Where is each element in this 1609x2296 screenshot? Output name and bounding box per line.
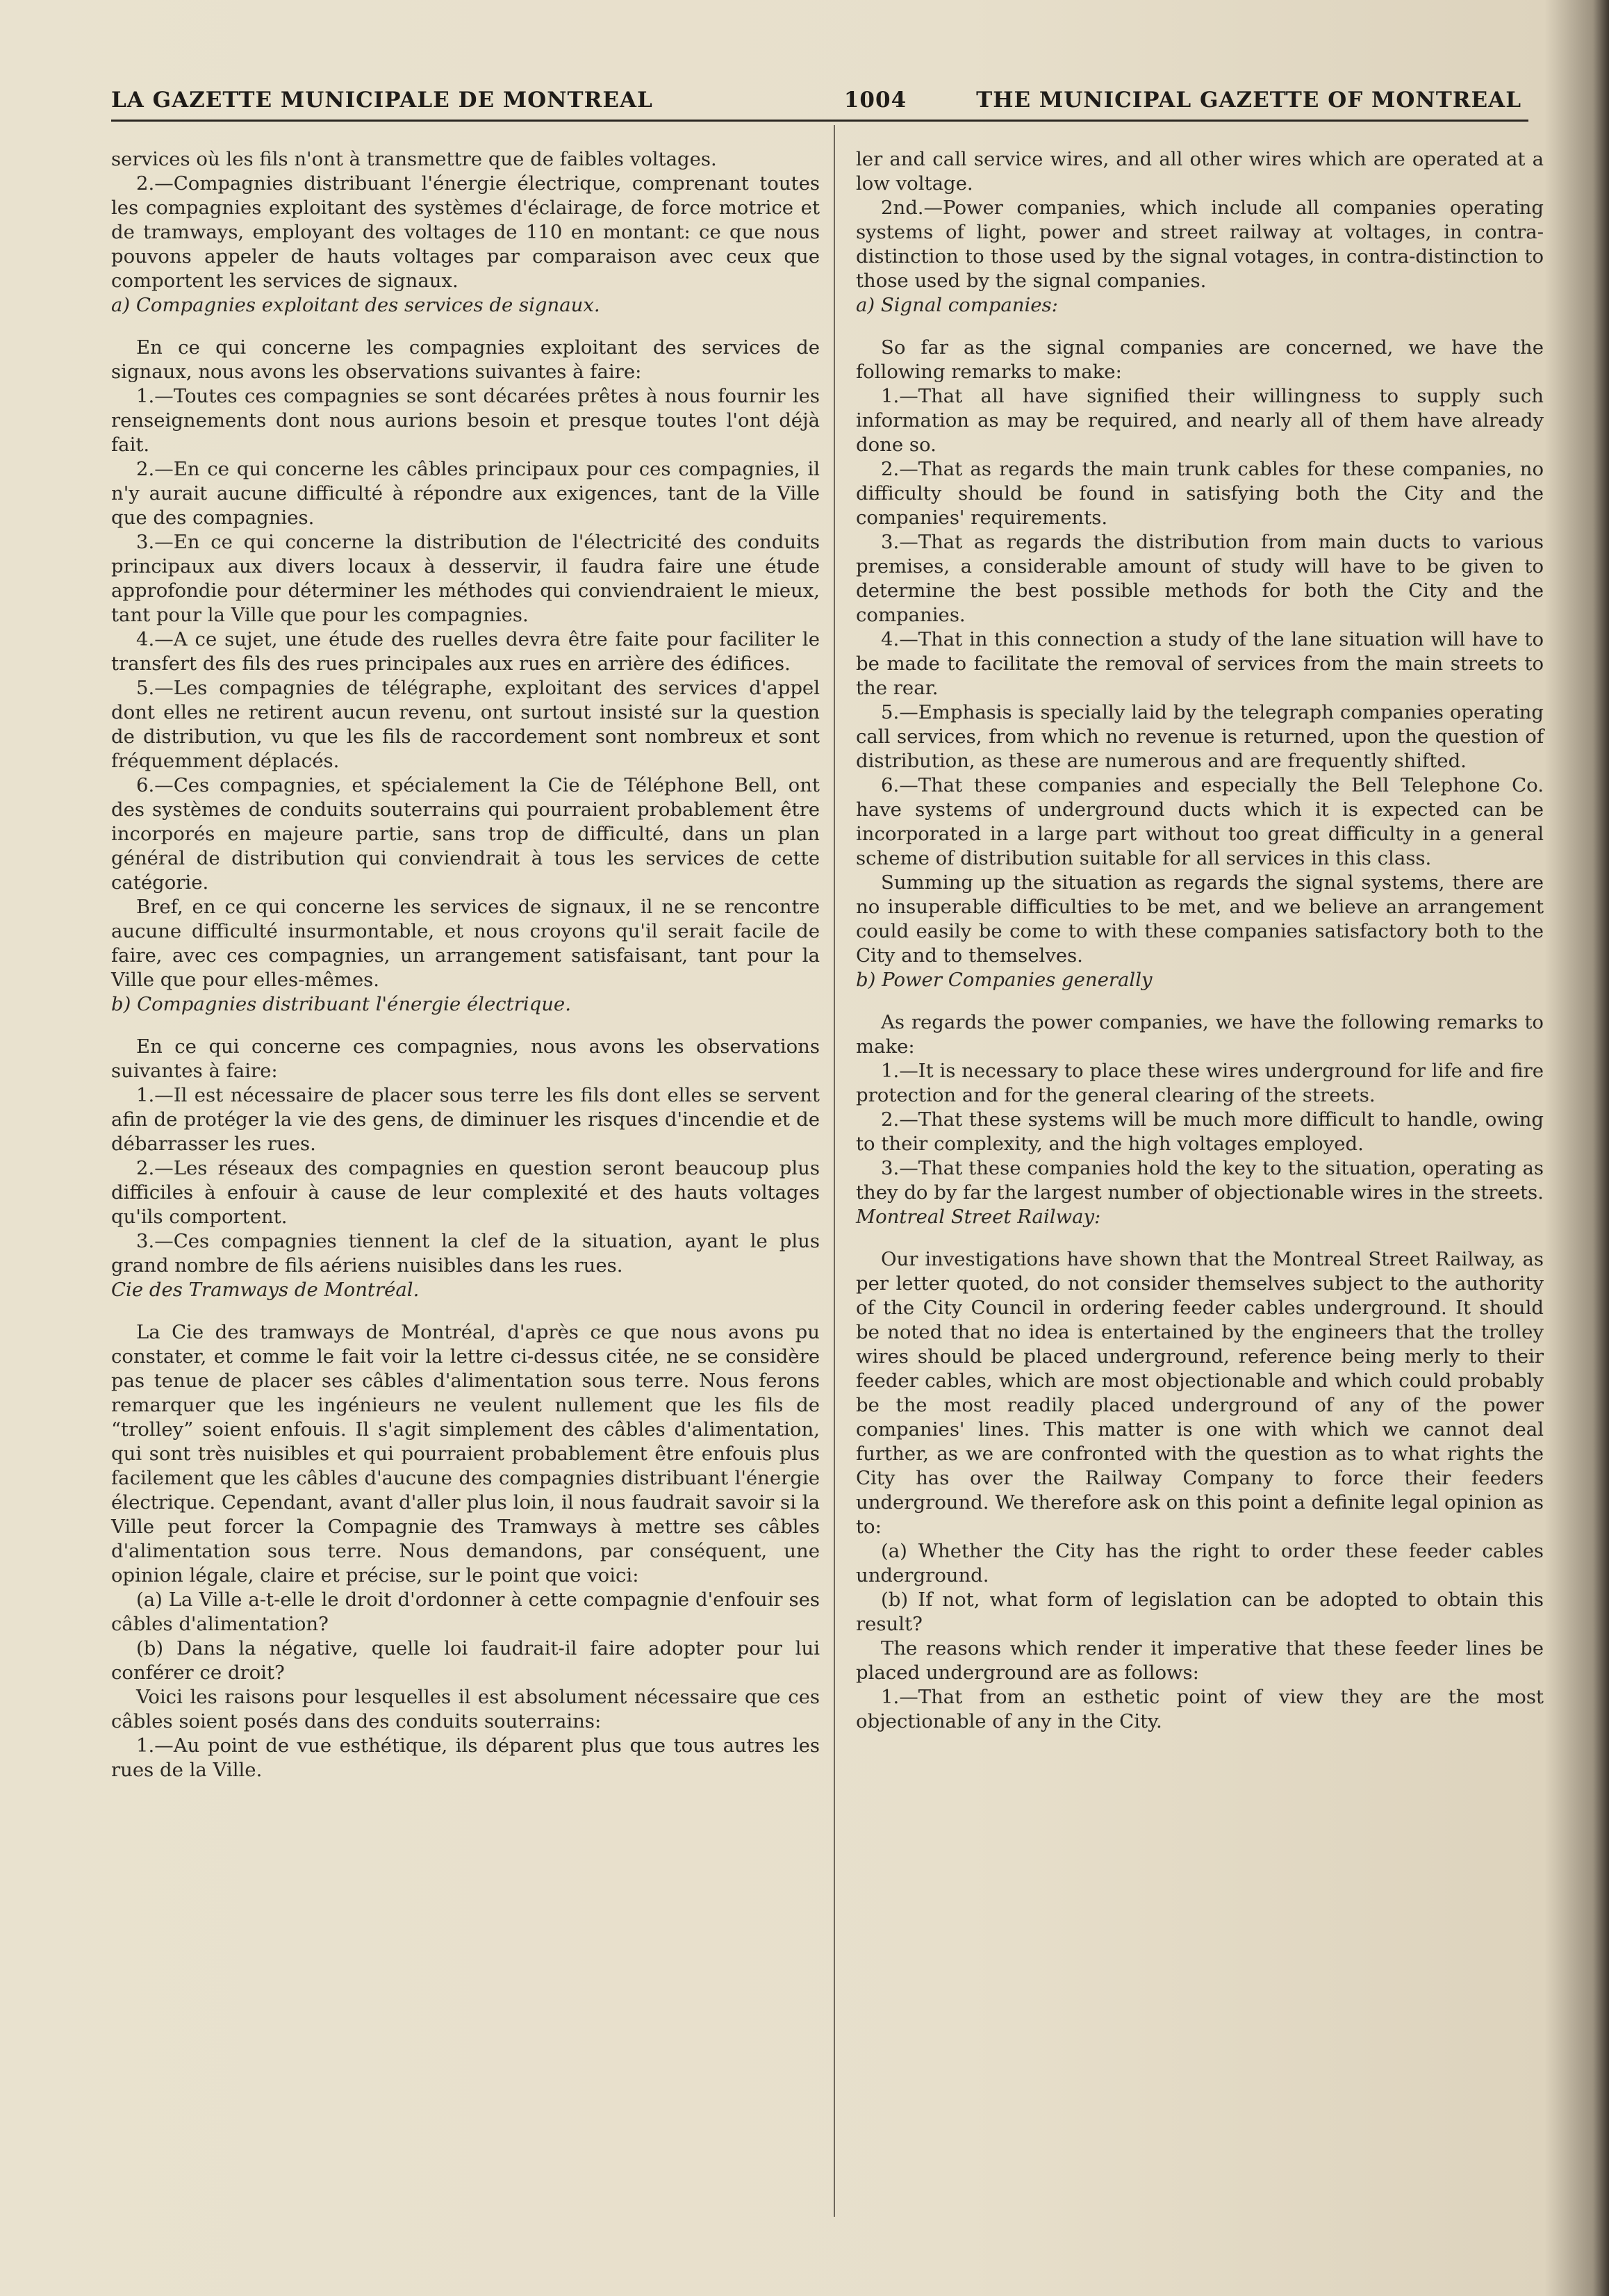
paragraph: En ce qui concerne ces compagnies, nous avons les observations suivantes à faire: [111, 1035, 820, 1082]
section-heading: Cie des Tramways de Montréal. [111, 1279, 420, 1301]
section-heading: Montreal Street Railway: [856, 1206, 1101, 1228]
paragraph: 3.—En ce qui concerne la distribution de l'électricité des conduits principaux aux divers locaux à desservir, il faudra faire une étude approfondie pour déterminer les méthodes qui conviendraient le mieux, tant pour la Ville que pour les compagnies. [111, 531, 820, 626]
paragraph: The reasons which render it imperative that these feeder lines be placed underground are as follows: [856, 1637, 1544, 1684]
header-french-title: LA GAZETTE MUNICIPALE DE MONTREAL [111, 88, 653, 113]
paragraph: En ce qui concerne les compagnies exploitant des services de signaux, nous avons les observations suivantes à faire: [111, 336, 820, 383]
paragraph: 1.—Toutes ces compagnies se sont décarées prêtes à nous fournir les renseignements dont nous aurions besoin et presque toutes l'ont déjà fait. [111, 385, 820, 456]
paragraph: (b) If not, what form of legislation can be adopted to obtain this result? [856, 1589, 1544, 1635]
paragraph: 6.—That these companies and especially the Bell Telephone Co. have systems of underground ducts which it is expected can be incorporated in a large part without too great difficulty in a general scheme of distribution suitable for all services in this class. [856, 774, 1544, 869]
paragraph: (a) Whether the City has the right to order these feeder cables underground. [856, 1540, 1544, 1586]
paragraph: As regards the power companies, we have the following remarks to make: [856, 1011, 1544, 1058]
paragraph: 5.—Emphasis is specially laid by the telegraph companies operating call services, from which no revenue is returned, upon the question of distribution, as these are numerous and are frequently shifted. [856, 701, 1544, 772]
paragraph: 2.—Les réseaux des compagnies en question seront beaucoup plus difficiles à enfouir à cause de leur complexité et des hauts voltages qu'ils comportent. [111, 1157, 820, 1228]
paragraph: Voici les raisons pour lesquelles il est absolument nécessaire que ces câbles soient posés dans des conduits souterrains: [111, 1686, 820, 1732]
paragraph: So far as the signal companies are concerned, we have the following remarks to make: [856, 336, 1544, 383]
paragraph: 1.—That from an esthetic point of view they are the most objectionable of any in the City. [856, 1686, 1544, 1732]
paragraph: 6.—Ces compagnies, et spécialement la Cie de Téléphone Bell, ont des systèmes de conduits souterrains qui pourraient probablement être incorporés en majeure partie, sans trop de difficulté, dans un plan général de distribution qui conviendrait à tous les services de cette catégorie. [111, 774, 820, 894]
paragraph: 3.—Ces compagnies tiennent la clef de la situation, ayant le plus grand nombre de fils aériens nuisibles dans les rues. [111, 1230, 820, 1277]
paragraph: (b) Dans la négative, quelle loi faudrait-il faire adopter pour lui conférer ce droit? [111, 1637, 820, 1684]
page-header [111, 82, 1528, 124]
section-heading: b) Compagnies distribuant l'énergie électrique. [111, 993, 571, 1015]
paragraph: ler and call service wires, and all other wires which are operated at a low voltage. [856, 148, 1544, 195]
paragraph: Summing up the situation as regards the signal systems, there are no insuperable difficulties to be met, and we believe an arrangement could easily be come to with these companies satisfactory both to the City and to themselves. [856, 871, 1544, 967]
paragraph: Bref, en ce qui concerne les services de signaux, il ne se rencontre aucune difficulté insurmontable, et nous croyons qu'il serait facile de faire, avec ces compagnies, un arrangement satisfaisant, tant pour la Ville que pour elles-mêmes. [111, 896, 820, 991]
paragraph: 2.—That as regards the main trunk cables for these companies, no difficulty should be found in satisfying both the City and the companies' requirements. [856, 458, 1544, 529]
header-english-title: THE MUNICIPAL GAZETTE OF MONTREAL [976, 88, 1521, 113]
section-heading: b) Power Companies generally [856, 969, 1153, 991]
paragraph: 1.—Il est nécessaire de placer sous terre les fils dont elles se servent afin de protéger la vie des gens, de diminuer les risques d'incendie et de débarrasser les rues. [111, 1084, 820, 1155]
paragraph: 1.—That all have signified their willingness to supply such information as may be required, and nearly all of them have already done so. [856, 385, 1544, 456]
paragraph: 4.—That in this connection a study of the lane situation will have to be made to facilitate the removal of services from the main streets to the rear. [856, 628, 1544, 699]
column-divider [834, 125, 835, 2217]
section-heading: a) Compagnies exploitant des services de signaux. [111, 294, 600, 316]
paragraph: Our investigations have shown that the Montreal Street Railway, as per letter quoted, do not consider themselves subject to the authority of the City Council in ordering feeder cables underground. It should be noted that no idea is entertained by the engineers that the trolley wires should be placed underground, reference being merly to their feeder cables, which are most objectionable and which could probably be the most readily placed underground of any of the power companies' lines. This matter is one with which we cannot deal further, as we are confronted with the question as to what rights the City has over the Railway Company to force their feeders underground. We therefore ask on this point a definite legal opinion as to: [856, 1248, 1544, 1538]
paragraph: (a) La Ville a-t-elle le droit d'ordonner à cette compagnie d'enfouir ses câbles d'alimentation? [111, 1589, 820, 1635]
paragraph: 2.—Compagnies distribuant l'énergie électrique, comprenant toutes les compagnies exploitant des systèmes d'éclairage, de force motrice et de tramways, employant des voltages de 110 en montant: ce que nous pouvons appeler de hauts voltages par comparaison avec ceux que comportent les services de signaux. [111, 172, 820, 292]
paragraph: 2.—That these systems will be much more difficult to handle, owing to their complexity, and the high voltages employed. [856, 1108, 1544, 1155]
paragraph: services où les fils n'ont à transmettre que de faibles voltages. [111, 148, 717, 170]
paragraph: 3.—That these companies hold the key to the situation, operating as they do by far the largest number of objectionable wires in the streets. [856, 1157, 1544, 1204]
paragraph: 3.—That as regards the distribution from main ducts to various premises, a considerable amount of study will have to be given to determine the best possible methods for both the City and the companies. [856, 531, 1544, 626]
french-column [111, 147, 820, 1782]
header-rule [111, 120, 1528, 122]
paragraph: 1.—Au point de vue esthétique, ils déparent plus que tous autres les rues de la Ville. [111, 1735, 820, 1781]
page-number: 1004 [843, 88, 907, 113]
paragraph: 4.—A ce sujet, une étude des ruelles devra être faite pour faciliter le transfert des fils des rues principales aux rues en arrière des édifices. [111, 628, 820, 675]
paragraph: La Cie des tramways de Montréal, d'après ce que nous avons pu constater, et comme le fait voir la lettre ci-dessus citée, ne se considère pas tenue de placer ses câbles d'alimentation sous terre. Nous ferons remarquer que les ingénieurs ne veulent nullement que les fils de “trolley” soient enfouis. Il s'agit simplement des câbles d'alimentation, qui sont très nuisibles et qui pourraient probablement être enfouis plus facilement que les câbles d'aucune des compagnies distribuant l'énergie électrique. Cependant, avant d'aller plus loin, il nous faudrait savoir si la Ville peut forcer la Compagnie des Tramways à mettre ses câbles d'alimentation sous terre. Nous demandons, par conséquent, une opinion légale, claire et précise, sur le point que voici: [111, 1321, 820, 1586]
paragraph: 2.—En ce qui concerne les câbles principaux pour ces compagnies, il n'y aurait aucune difficulté à répondre aux exigences, tant de la Ville que des compagnies. [111, 458, 820, 529]
paragraph: 2nd.—Power companies, which include all companies operating systems of light, power and street railway at voltages, in contra-distinction to those used by the signal votages, in contra-distinction to those used by the signal companies. [856, 197, 1544, 292]
section-heading: a) Signal companies: [856, 294, 1058, 316]
paragraph: 1.—It is necessary to place these wires underground for life and fire protection and for the general clearing of the streets. [856, 1060, 1544, 1106]
english-column [856, 147, 1544, 1734]
paragraph: 5.—Les compagnies de télégraphe, exploitant des services d'appel dont elles ne retirent aucun revenu, ont surtout insisté sur la question de distribution, vu que les fils de raccordement sont nombreux et sont fréquemment déplacés. [111, 677, 820, 772]
